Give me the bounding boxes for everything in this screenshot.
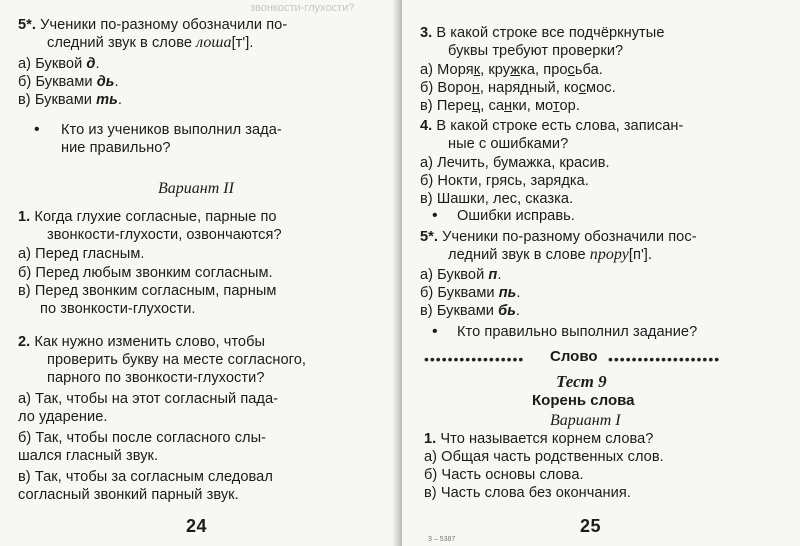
task1-option-a: а) Общая часть родственных слов. <box>424 449 664 465</box>
task4-line2: ные с ошибками? <box>448 136 569 152</box>
task1-option-b: б) Часть основы слова. <box>424 467 584 483</box>
task3-option-v: в) Перец, санки, мотор. <box>420 98 580 114</box>
task2-option-b2: шался гласный звук. <box>18 448 159 464</box>
task1-option-v2: по звонкости-глухости. <box>40 301 196 317</box>
print-footnote: 3 – 5387 <box>428 536 456 543</box>
section-dots-right: ••••••••••••••••••• <box>608 352 721 367</box>
task1-option-v: в) Часть слова без окончания. <box>424 485 631 501</box>
task5-question-line1: Кто из учеников выполнил зада- <box>61 122 282 138</box>
task2-option-b1: б) Так, чтобы после согласного слы- <box>18 430 267 446</box>
variant-heading: Вариант II <box>158 180 234 197</box>
task4-note: Ошибки исправь. <box>457 208 575 224</box>
task5-option-b: б) Буквами дь. <box>18 74 119 90</box>
test-title: Тест 9 <box>556 372 607 391</box>
task2-line3: парного по звонкости-глухости? <box>47 370 265 386</box>
task5-option-v: в) Буквами ть. <box>18 92 122 108</box>
task2-option-v2: согласный звонкий парный звук. <box>18 487 239 503</box>
task2-option-a1: а) Так, чтобы на этот согласный пада- <box>18 391 279 407</box>
task1-line2: звонкости-глухости, озвончаются? <box>47 227 282 243</box>
task2-line1: 2. Как нужно изменить слово, чтобы <box>18 334 266 350</box>
left-page: звонкости-глухости? 5*. Ученики по-разному обозначили по- следний звук в слове лоша[т']. а) Буквой д. б) Буквами дь. в) Буквами ть. • Кто из учеников выполнил зада- ние правильно? Вариант II 1. Когда глухие согласные, парные по звонкости-глухости, озвончаются? а) Перед гласным. б) Перед любым звонким согласным. в) Перед звонким согласным, парным по звонкости-глухости. 2. Как нужно изменить слово, чтобы проверить букву на месте согласного, парного по звонкости-глухости? а) Так, чтобы на этот согласный пада- ло ударение. б) Так, чтобы после согласного слы- шался гласный звук. в) Так, чтобы за согласным следовал согласный звонкий парный звук. 24 <box>0 0 398 546</box>
test-subtitle: Корень слова <box>532 392 635 409</box>
section-title: Слово <box>550 348 598 365</box>
section-dots-left: ••••••••••••••••• <box>424 352 525 367</box>
task5-line1: 5*. Ученики по-разному обозначили по- <box>18 17 288 33</box>
task1-option-v1: в) Перед звонким согласным, парным <box>18 283 277 299</box>
page-number-left: 24 <box>186 516 208 536</box>
task4-option-b: б) Нокти, грясь, зарядка. <box>420 173 589 189</box>
task5-option-v: в) Буквами бь. <box>420 303 521 319</box>
task4-option-v: в) Шашки, лес, сказка. <box>420 191 574 207</box>
task3-line2: буквы требуют проверки? <box>448 43 624 59</box>
task2-option-v1: в) Так, чтобы за согласным следовал <box>18 469 273 485</box>
task5-line1: 5*. Ученики по-разному обозначили пос- <box>420 229 697 245</box>
task5-bullet: • <box>432 323 438 340</box>
variant-heading: Вариант I <box>550 412 621 429</box>
task5-option-a: а) Буквой п. <box>420 267 502 283</box>
task3-option-a: а) Моряк, кружка, просьба. <box>420 62 603 78</box>
task4-option-a: а) Лечить, бумажка, красив. <box>420 155 610 171</box>
task4-line1: 4. В какой строке есть слова, записан- <box>420 118 684 134</box>
task2-line2: проверить букву на месте согласного, <box>47 352 306 368</box>
task5-question: Кто правильно выполнил задание? <box>457 324 698 340</box>
task3-option-b: б) Ворон, нарядный, космос. <box>420 80 616 96</box>
task5-line2: ледний звук в слове прору[п']. <box>448 246 653 263</box>
task2-option-a2: ло ударение. <box>18 409 108 425</box>
task4-bullet: • <box>432 207 438 224</box>
task5-option-a: а) Буквой д. <box>18 56 100 72</box>
task1-line1: 1. Что называется корнем слова? <box>424 431 654 447</box>
task5-question-line2: ние правильно? <box>61 140 171 156</box>
task1-option-b: б) Перед любым звонким согласным. <box>18 265 273 281</box>
task5-bullet: • <box>34 121 40 138</box>
task3-line1: 3. В какой строке все подчёркнутые <box>420 25 665 41</box>
task5-line2: следний звук в слове лоша[т']. <box>47 34 254 51</box>
task1-option-a: а) Перед гласным. <box>18 246 145 262</box>
page-number-right: 25 <box>580 516 602 536</box>
task5-option-b: б) Буквами пь. <box>420 285 521 301</box>
task1-line1: 1. Когда глухие согласные, парные по <box>18 209 277 225</box>
right-page <box>402 0 800 546</box>
